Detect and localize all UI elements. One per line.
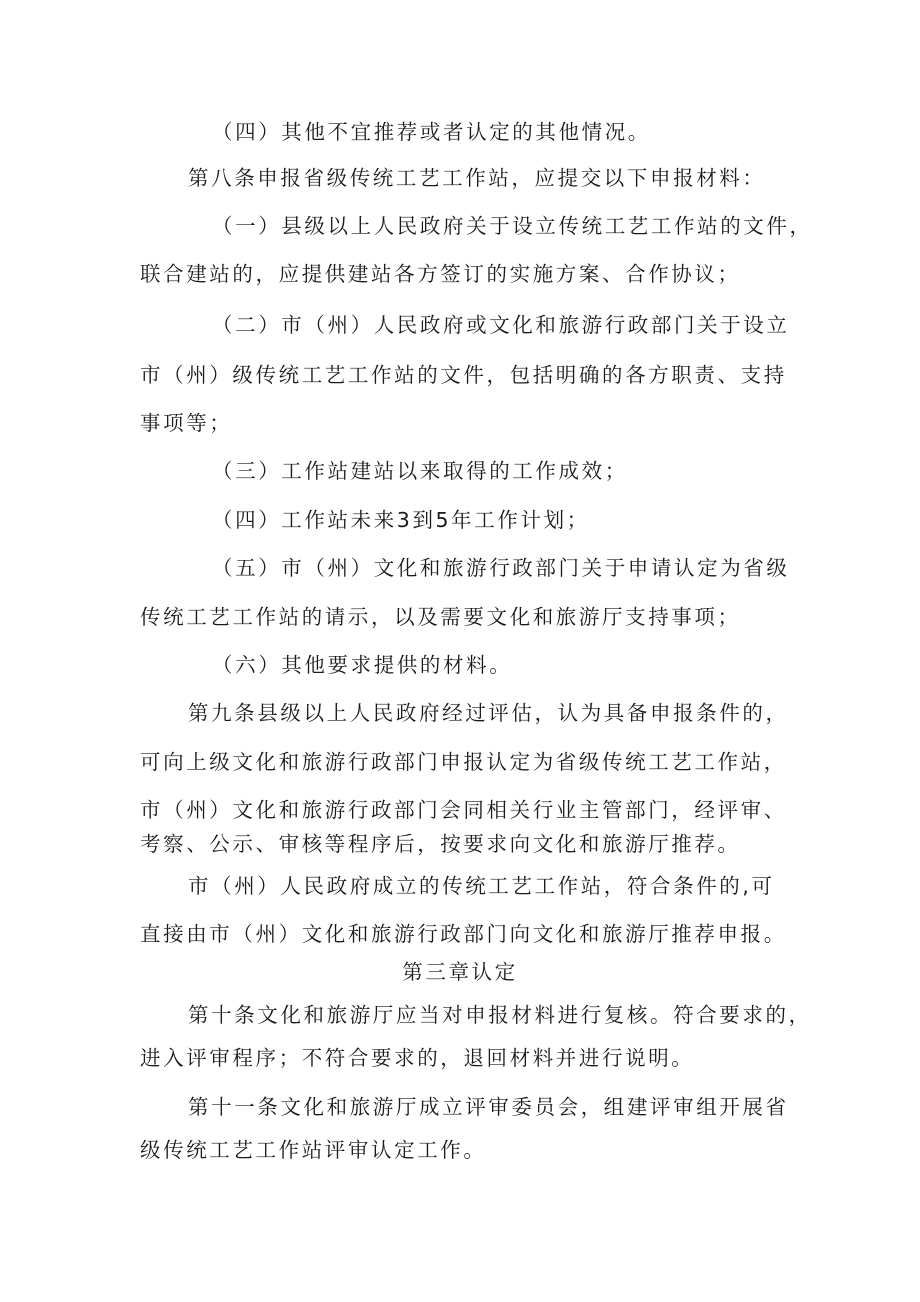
paragraph-line: （四）其他不宜推荐或者认定的其他情况。	[212, 120, 651, 144]
article-10-heading-line: 第十条文化和旅游厅应当对申报材料进行复核。符合要求的，	[188, 1003, 812, 1027]
paragraph-line: （五）市（州）文化和旅游行政部门关于申请认定为省级	[212, 556, 790, 580]
chapter-title: 第三章认定	[402, 960, 518, 984]
paragraph-line: （二）市（州）人民政府或文化和旅游行政部门关于设立	[212, 313, 790, 337]
article-9-heading-line: 第九条县级以上人民政府经过评估，认为具备申报条件的，	[188, 701, 789, 725]
paragraph-line: （六）其他要求提供的材料。	[212, 653, 513, 677]
paragraph-line: （一）县级以上人民政府关于设立传统工艺工作站的文件，	[212, 214, 813, 238]
paragraph-line: 传统工艺工作站的请示，以及需要文化和旅游厅支持事项；	[140, 605, 741, 629]
article-11-heading-line: 第十一条文化和旅游厅成立评审委员会，组建评审组开展省	[188, 1095, 789, 1119]
paragraph-line: 市（州）文化和旅游行政部门会同相关行业主管部门，经评审、	[140, 798, 787, 822]
paragraph-line: 可向上级文化和旅游行政部门申报认定为省级传统工艺工作站，	[140, 750, 787, 774]
paragraph-line: 考察、公示、审核等程序后，按要求向文化和旅游厅推荐。	[140, 832, 741, 856]
paragraph-line: 市（州）级传统工艺工作站的文件，包括明确的各方职责、支持	[140, 363, 787, 387]
paragraph-line: 进入评审程序；不符合要求的，退回材料并进行说明。	[140, 1046, 695, 1070]
paragraph-line: （三）工作站建站以来取得的工作成效；	[212, 459, 628, 483]
paragraph-line: （四）工作站未来3到5年工作计划；	[212, 508, 590, 532]
paragraph-line: 级传统工艺工作站评审认定工作。	[140, 1138, 487, 1162]
paragraph-line: 市（州）人民政府成立的传统工艺工作站，符合条件的,可	[188, 874, 775, 898]
article-8-heading-line: 第八条申报省级传统工艺工作站，应提交以下申报材料：	[188, 166, 766, 190]
paragraph-line: 联合建站的，应提供建站各方签订的实施方案、合作协议；	[140, 262, 741, 286]
paragraph-line: 直接由市（州）文化和旅游行政部门向文化和旅游厅推荐申报。	[140, 922, 787, 946]
paragraph-line: 事项等；	[140, 411, 233, 435]
